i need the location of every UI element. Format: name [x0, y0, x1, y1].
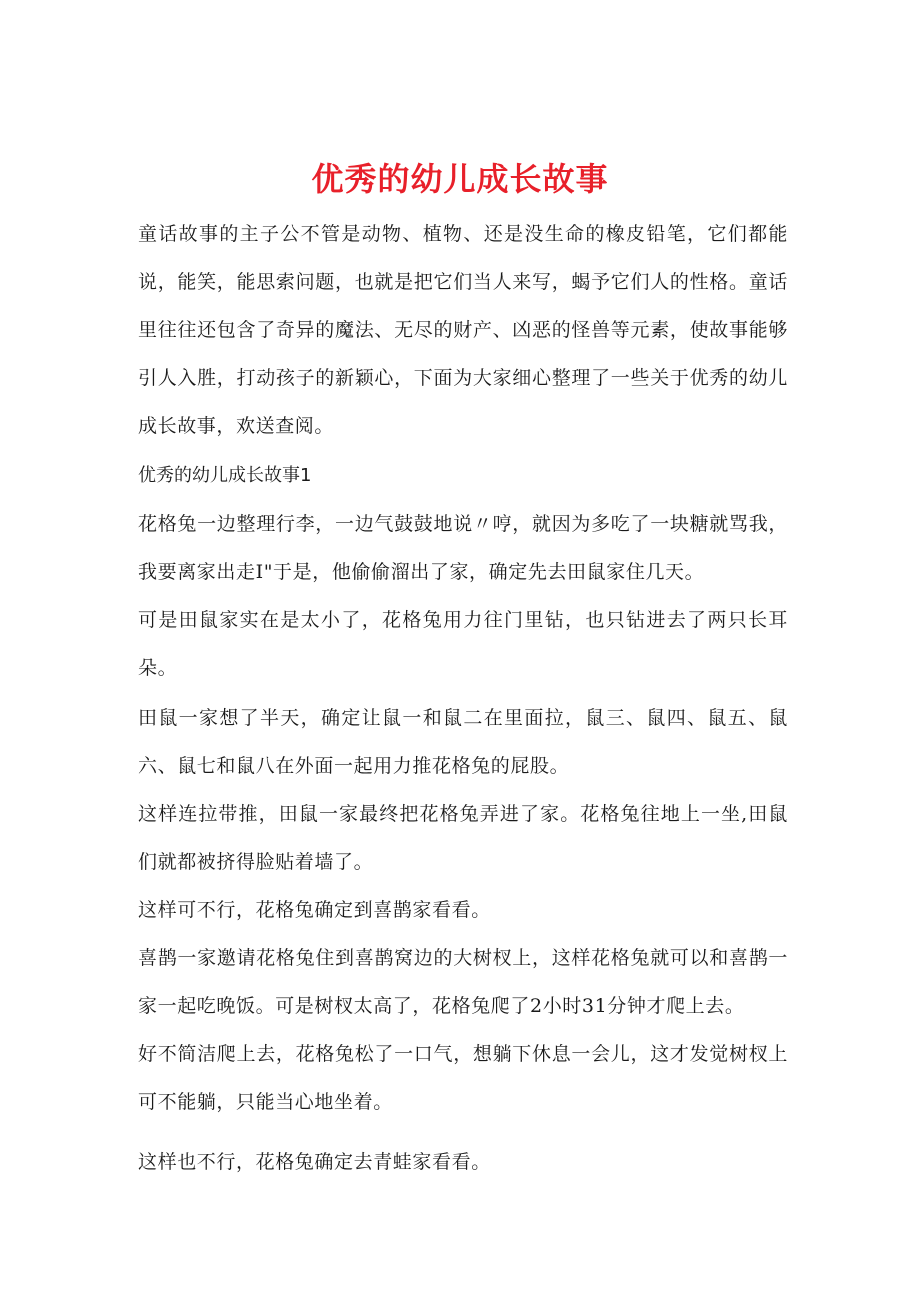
intro-paragraph: 童话故事的主子公不管是动物、植物、还是没生命的橡皮铅笔，它们都能说，能笑，能思索问题，也就是把它们当人来写，蝎予它们人的性格。童话里往往还包含了奇异的魔法、无尽的财产、凶恶的怪兽等元素，使故事能够引人入胜，打动孩子的新颖心，下面为大家细心整理了一些关于优秀的幼儿成长故事，欢送查阅。: [138, 223, 788, 437]
story-paragraph-7: 好不简洁爬上去，花格兔松了一口气，想躺下休息一会儿，这才发觉树杈上可不能躺，只能当心地坐着。: [138, 1043, 788, 1113]
section-heading: 优秀的幼儿成长故事1: [138, 465, 312, 486]
story-paragraph-1: 花格兔一边整理行李，一边气鼓鼓地说〃哼，就因为多吃了一块糖就骂我，我要离家出走I"于是，他偷偷溜出了家，确定先去田鼠家住几天。: [138, 513, 788, 583]
story-paragraph-3: 田鼠一家想了半天，确定让鼠一和鼠二在里面拉，鼠三、鼠四、鼠五、鼠六、鼠七和鼠八在外面一起用力推花格兔的屁股。: [138, 707, 788, 777]
story-paragraph-5: 这样可不行，花格兔确定到喜鹊家看看。: [138, 899, 491, 921]
story-paragraph-8: 这样也不行，花格兔确定去青蛙家看看。: [138, 1151, 491, 1173]
story-paragraph-4: 这样连拉带推，田鼠一家最终把花格兔弄进了家。花格兔往地上一坐,田鼠们就都被挤得脸贴着墙了。: [138, 803, 788, 873]
story-paragraph-2: 可是田鼠家实在是太小了，花格兔用力往门里钻，也只钻进去了两只长耳朵。: [138, 609, 788, 679]
page-title: 优秀的幼儿成长故事: [311, 160, 609, 199]
story-paragraph-6: 喜鹊一家邀请花格兔住到喜鹊窝边的大树杈上，这样花格兔就可以和喜鹊一家一起吃晚饭。可是树杈太高了，花格兔爬了2小时31分钟才爬上去。: [138, 947, 788, 1017]
